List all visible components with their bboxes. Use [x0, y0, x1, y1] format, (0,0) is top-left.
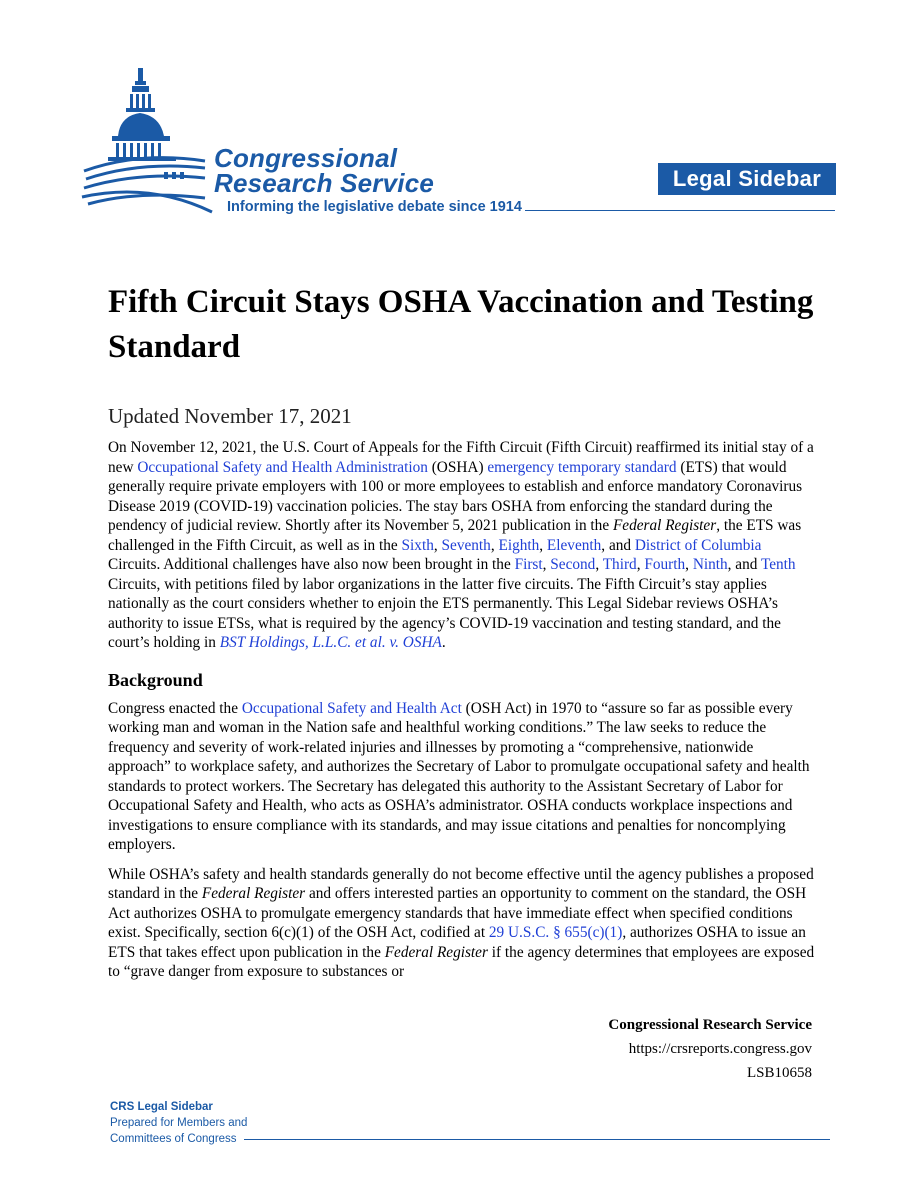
text: ,: [539, 536, 547, 554]
bottom-line2: Prepared for Members and: [110, 1117, 248, 1129]
org-name: [214, 143, 435, 198]
link-bst-holdings[interactable]: BST Holdings, L.L.C. et al. v. OSHA: [219, 634, 442, 651]
text: Congress enacted the: [108, 699, 242, 717]
org-name-line2: Research Service: [214, 168, 435, 198]
text: On November 12, 2021, the U.S. Court of Appeals for the Fifth Circuit (Fifth Circuit) reaffirmed its initial stay of a new: [108, 439, 814, 476]
text: Circuits, with petitions filed by labor organizations in the latter five circuits. The Fifth Circuit’s stay applies nationally as the court considers whether to enjoin the ETS permanently. This Legal Sidebar reviews OSHA’s authority to issue ETSs, what is required by the agency’s COVID-19 vaccination and testing standard, and the court’s holding in: [108, 575, 781, 651]
footer-info: [608, 1013, 812, 1085]
crs-logo: [80, 66, 522, 216]
text: and offers interested parties an opportunity to comment on the standard, the OSH Act authorizes OSHA to promulgate emergency standards that have immediate effect when specified conditions exist. Specifically, section 6(c)(1) of the OSH Act, codified at: [108, 885, 807, 941]
text: (OSHA): [427, 458, 488, 476]
bottom-label: [110, 1099, 247, 1147]
link-seventh[interactable]: Seventh: [441, 536, 491, 554]
text: ,: [433, 536, 442, 554]
text: ,: [685, 556, 693, 573]
link-ninth[interactable]: Ninth: [692, 556, 728, 573]
link-first[interactable]: First: [514, 556, 543, 573]
link-osh-act[interactable]: Occupational Safety and Health Act: [241, 699, 462, 717]
link-fourth[interactable]: Fourth: [644, 556, 686, 573]
text: ,: [636, 556, 645, 573]
link-eleventh[interactable]: Eleventh: [546, 536, 602, 554]
italic-text: Federal Register: [201, 885, 306, 902]
text: .: [441, 634, 446, 651]
link-29-usc[interactable]: 29 U.S.C. § 655(c)(1): [488, 924, 623, 941]
link-tenth[interactable]: Tenth: [760, 556, 796, 573]
page-title: Fifth Circuit Stays OSHA Vaccination and Testing Standard: [108, 284, 814, 365]
link-osha[interactable]: Occupational Safety and Health Administration: [137, 458, 428, 476]
footer-report-id: LSB10658: [746, 1065, 812, 1081]
document-body: [108, 438, 816, 992]
text: , and: [601, 536, 635, 554]
footer-org: Congressional Research Service: [608, 1017, 812, 1033]
org-name-line1: Congressional: [214, 143, 398, 173]
text: Circuits. Additional challenges have also now been brought in the: [108, 556, 515, 573]
footer-url[interactable]: https://crsreports.congress.gov: [628, 1041, 812, 1057]
text: , authorizes OSHA to issue an ETS that takes effect upon publication in the: [108, 924, 806, 961]
italic-text: Federal Register: [612, 517, 717, 534]
text: ,: [490, 536, 499, 554]
text: if the agency determines that employees are exposed to “grave danger from exposure to substances or: [108, 943, 815, 980]
text: ,: [542, 556, 551, 573]
section-heading-background: Background: [108, 669, 203, 690]
text: (OSH Act) in 1970 to “assure so far as possible every working man and woman in the Nation safe and healthful working conditions.” The law seeks to reduce the frequency and severity of work-related injuries and illnesses by promoting a “comprehensive, nationwide approach” to workplace safety, and authorizes the Secretary of Labor to promulgate occupational safety and health standards to protect workers. The Secretary has delegated this authority to the Assistant Secretary of Labor for Occupational Safety and Health, who acts as OSHA’s administrator. OSHA conducts workplace inspections and investigations to ensure compliance with its standards, and may issue citations and penalties for noncomplying employers.: [108, 699, 810, 853]
italic-text: Federal Register: [384, 943, 488, 961]
header-rule: [525, 210, 835, 211]
bottom-rule: [244, 1139, 830, 1140]
link-sixth[interactable]: Sixth: [401, 536, 434, 554]
bottom-line1: CRS Legal Sidebar: [110, 1101, 213, 1113]
link-eighth[interactable]: Eighth: [498, 536, 540, 554]
paragraph-background: [108, 699, 816, 855]
text: , and: [727, 556, 761, 573]
paragraph-intro: [108, 438, 816, 653]
legal-sidebar-badge: Legal Sidebar: [658, 163, 836, 195]
link-ets[interactable]: emergency temporary standard: [487, 458, 677, 476]
text: ,: [595, 556, 603, 573]
org-tagline: Informing the legislative debate since 1914: [227, 199, 522, 215]
text: , the ETS was challenged in the Fifth Circuit, as well as in the: [108, 517, 802, 554]
link-second[interactable]: Second: [550, 556, 596, 573]
text: While OSHA’s safety and health standards generally do not become effective until the agency publishes a proposed standard in the: [108, 865, 814, 902]
paragraph-ets-authority: [108, 865, 816, 982]
capitol-dome-icon: [80, 66, 220, 216]
link-dc[interactable]: District of Columbia: [634, 536, 762, 554]
link-third[interactable]: Third: [602, 556, 637, 573]
updated-date: Updated November 17, 2021: [108, 404, 352, 428]
text: (ETS) that would generally require private employers with 100 or more employees to establish and enforce mandatory Coronavirus Disease 2019 (COVID-19) vaccination policies. The stay bars OSHA from enforcing the standard during the pendency of judicial review. Shortly after its November 5, 2021 publication in the: [108, 458, 803, 534]
bottom-line3: Committees of Congress: [110, 1133, 237, 1145]
